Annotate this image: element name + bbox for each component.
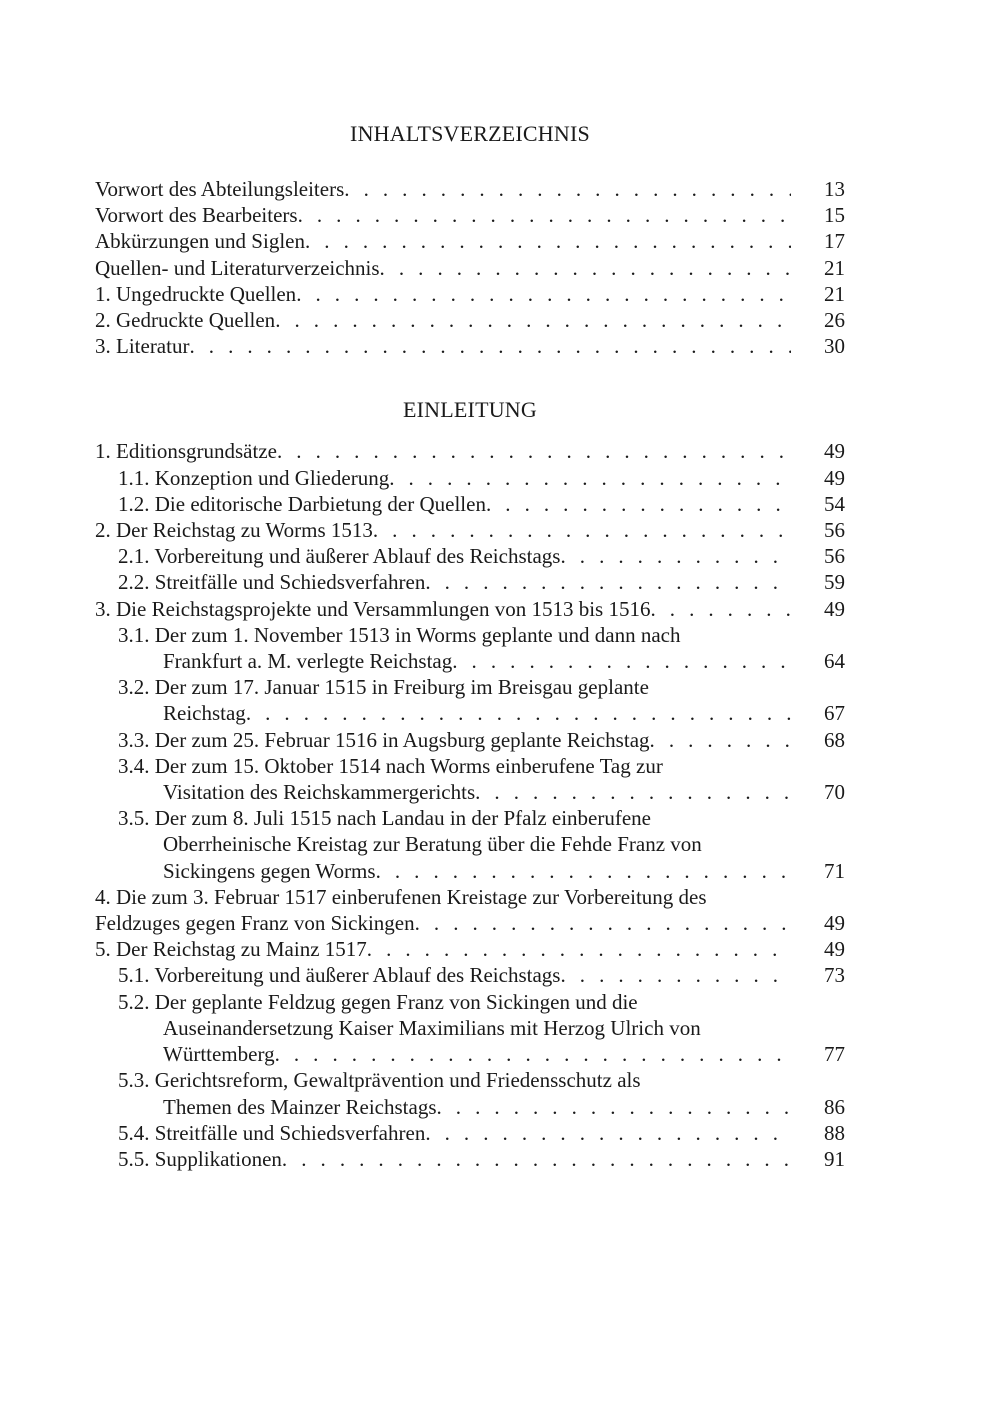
dot-leader bbox=[389, 465, 791, 491]
toc-entry-title: Württemberg bbox=[163, 1042, 275, 1067]
toc-page-number: 54 bbox=[824, 491, 845, 516]
toc-page-number: 49 bbox=[824, 596, 845, 621]
toc-entry[interactable] bbox=[95, 465, 845, 491]
toc-entry-title: 2. Der Reichstag zu Worms 1513 bbox=[95, 518, 373, 543]
toc-front-matter bbox=[95, 176, 845, 359]
toc-page-number: 77 bbox=[824, 1042, 845, 1067]
toc-entry-title: Abkürzungen und Siglen bbox=[95, 229, 305, 254]
toc-page-number: 64 bbox=[824, 649, 845, 674]
toc-page-number: 49 bbox=[824, 439, 845, 464]
toc-page-number: 17 bbox=[824, 229, 845, 254]
dot-leader bbox=[415, 910, 791, 936]
toc-entry[interactable] bbox=[95, 517, 845, 543]
toc-entry[interactable] bbox=[95, 202, 845, 228]
toc-entry-title: Reichstag bbox=[163, 701, 246, 726]
dot-leader bbox=[437, 1094, 792, 1120]
dot-leader bbox=[344, 176, 791, 202]
toc-entry[interactable] bbox=[95, 543, 845, 569]
toc-entry[interactable] bbox=[95, 805, 845, 884]
dot-leader bbox=[246, 700, 791, 726]
toc-entry-title: Feldzuges gegen Franz von Sickingen bbox=[95, 911, 415, 936]
toc-entry[interactable] bbox=[95, 989, 845, 1068]
dot-leader bbox=[486, 491, 791, 517]
toc-page-number: 13 bbox=[824, 177, 845, 201]
toc-page-number: 67 bbox=[824, 701, 845, 726]
toc-entry-title: 1.1. Konzeption und Gliederung bbox=[118, 465, 390, 490]
toc-entry-title: 2.1. Vorbereitung und äußerer Ablauf des Reichstags bbox=[118, 544, 561, 569]
toc-page-number: 49 bbox=[824, 911, 845, 936]
toc-entry-title: 5. Der Reichstag zu Mainz 1517 bbox=[95, 937, 367, 962]
toc-entry[interactable] bbox=[95, 936, 845, 962]
toc-entry-title: 5.4. Streitfälle und Schiedsverfahren bbox=[118, 1120, 426, 1145]
toc-page-number: 91 bbox=[824, 1146, 845, 1171]
toc-entry[interactable] bbox=[95, 674, 845, 726]
toc-entry[interactable] bbox=[95, 281, 845, 307]
toc-entry[interactable] bbox=[95, 1120, 845, 1146]
dot-leader bbox=[475, 779, 791, 805]
toc-page-number: 30 bbox=[824, 334, 845, 359]
toc-entry-title: Sickingens gegen Worms bbox=[163, 858, 376, 883]
toc-entry-title: 3.5. Der zum 8. Juli 1515 nach Landau in der Pfalz einberufene bbox=[118, 806, 651, 831]
toc-entry-title: Oberrheinische Kreistag zur Beratung über die Fehde Franz von bbox=[163, 832, 702, 857]
toc-page-number: 21 bbox=[824, 255, 845, 280]
toc-entry-title: Themen des Mainzer Reichstags bbox=[163, 1094, 437, 1119]
toc-entry[interactable] bbox=[95, 228, 845, 254]
dot-leader bbox=[650, 596, 791, 622]
dot-leader bbox=[282, 1146, 791, 1172]
toc-entry-title: 5.3. Gerichtsreform, Gewaltprävention und Friedensschutz als bbox=[118, 1068, 641, 1093]
dot-leader bbox=[296, 281, 791, 307]
toc-page-number: 70 bbox=[824, 780, 845, 805]
toc-page-number: 73 bbox=[824, 963, 845, 988]
toc-entry-title: 3.1. Der zum 1. November 1513 in Worms geplante und dann nach bbox=[118, 622, 681, 647]
toc-entry-title: 3.2. Der zum 17. Januar 1515 in Freiburg im Breisgau geplante bbox=[118, 675, 649, 700]
toc-entry-title: 2.2. Streitfälle und Schiedsverfahren bbox=[118, 570, 426, 595]
toc-page-number: 71 bbox=[824, 858, 845, 883]
toc-entry[interactable] bbox=[95, 491, 845, 517]
toc-entry-title: Auseinandersetzung Kaiser Maximilians mit Herzog Ulrich von bbox=[163, 1015, 701, 1040]
toc-entry[interactable] bbox=[95, 438, 845, 464]
toc-entry[interactable] bbox=[95, 1067, 845, 1119]
toc-entry[interactable] bbox=[95, 255, 845, 281]
toc-introduction bbox=[95, 438, 845, 1172]
toc-entry-title: 5.5. Supplikationen bbox=[118, 1146, 282, 1171]
toc-entry-title: 4. Die zum 3. Februar 1517 einberufenen Kreistage zur Vorbereitung des bbox=[95, 884, 707, 909]
dot-leader bbox=[189, 333, 791, 359]
section-title-introduction: EINLEITUNG bbox=[403, 397, 537, 423]
toc-entry-title: 3.4. Der zum 15. Oktober 1514 nach Worms einberufene Tag zur bbox=[118, 753, 663, 778]
toc-page-number: 49 bbox=[824, 937, 845, 962]
toc-entry[interactable] bbox=[95, 333, 845, 359]
toc-page-number: 15 bbox=[824, 203, 845, 228]
toc-entry-title: 1.2. Die editorische Darbietung der Quellen bbox=[118, 491, 486, 516]
toc-page-number: 59 bbox=[824, 570, 845, 595]
toc-entry[interactable] bbox=[95, 962, 845, 988]
toc-entry-title: 3. Die Reichstagsprojekte und Versammlungen von 1513 bis 1516 bbox=[95, 596, 651, 621]
toc-entry-title: 3. Literatur bbox=[95, 334, 190, 359]
dot-leader bbox=[452, 648, 791, 674]
page-title: INHALTSVERZEICHNIS bbox=[350, 121, 590, 146]
toc-entry-title: 3.3. Der zum 25. Februar 1516 in Augsburg geplante Reichstag bbox=[118, 727, 650, 752]
dot-leader bbox=[376, 858, 791, 884]
toc-entry-title: 5.2. Der geplante Feldzug gegen Franz von Sickingen und die bbox=[118, 989, 638, 1014]
toc-entry[interactable] bbox=[95, 176, 845, 202]
dot-leader bbox=[560, 543, 791, 569]
dot-leader bbox=[275, 1041, 791, 1067]
toc-page-number: 56 bbox=[824, 544, 845, 569]
dot-leader bbox=[275, 307, 791, 333]
toc-entry[interactable] bbox=[95, 727, 845, 753]
dot-leader bbox=[380, 255, 791, 281]
toc-page bbox=[95, 116, 845, 1172]
toc-page-number: 26 bbox=[824, 308, 845, 333]
toc-entry-title: 1. Ungedruckte Quellen bbox=[95, 281, 297, 306]
dot-leader bbox=[425, 1120, 791, 1146]
toc-entry-title: Quellen- und Literaturverzeichnis bbox=[95, 255, 380, 280]
dot-leader bbox=[560, 962, 791, 988]
toc-entry-title: 5.1. Vorbereitung und äußerer Ablauf des Reichstags bbox=[118, 963, 561, 988]
toc-entry-title: Frankfurt a. M. verlegte Reichstag bbox=[163, 649, 453, 674]
dot-leader bbox=[298, 202, 791, 228]
dot-leader bbox=[305, 228, 791, 254]
toc-entry-title: 2. Gedruckte Quellen bbox=[95, 308, 276, 333]
toc-entry-title: Vorwort des Abteilungsleiters bbox=[95, 177, 345, 201]
dot-leader bbox=[650, 727, 791, 753]
toc-entry[interactable] bbox=[95, 596, 845, 622]
dot-leader bbox=[425, 569, 791, 595]
toc-page-number: 56 bbox=[824, 518, 845, 543]
toc-entry-title: Vorwort des Bearbeiters bbox=[95, 203, 298, 228]
toc-entry[interactable] bbox=[95, 884, 845, 936]
toc-page-number: 21 bbox=[824, 281, 845, 306]
toc-page-number: 49 bbox=[824, 465, 845, 490]
dot-leader bbox=[277, 438, 791, 464]
toc-entry[interactable] bbox=[95, 307, 845, 333]
dot-leader bbox=[367, 936, 791, 962]
toc-entry[interactable] bbox=[95, 1146, 845, 1172]
toc-entry[interactable] bbox=[95, 622, 845, 674]
toc-entry[interactable] bbox=[95, 569, 845, 595]
dot-leader bbox=[373, 517, 791, 543]
toc-page-number: 68 bbox=[824, 727, 845, 752]
toc-entry-title: Visitation des Reichskammergerichts bbox=[163, 780, 476, 805]
toc-entry-title: 1. Editionsgrundsätze bbox=[95, 439, 277, 464]
toc-entry[interactable] bbox=[95, 753, 845, 805]
toc-page-number: 88 bbox=[824, 1120, 845, 1145]
toc-page-number: 86 bbox=[824, 1094, 845, 1119]
